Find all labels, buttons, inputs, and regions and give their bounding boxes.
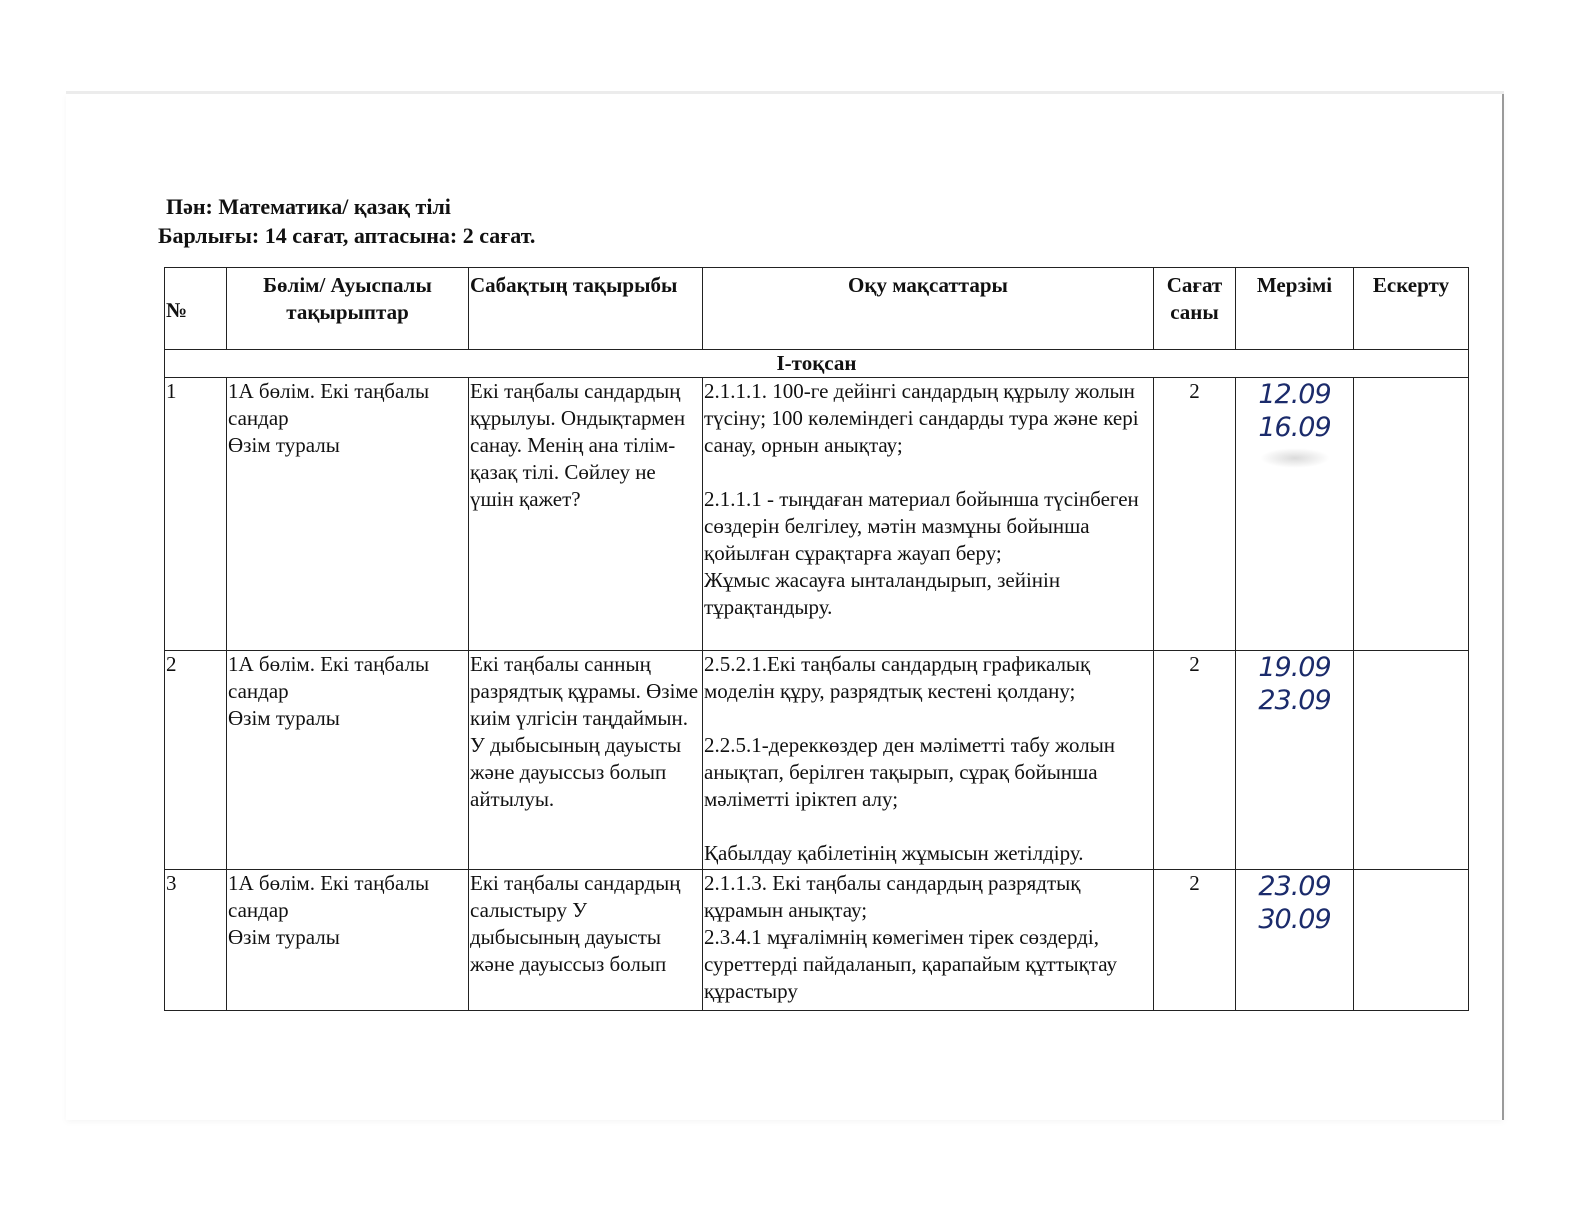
row-topic: Екі таңбалы сандардың салыстыру У дыбысының дауысты және дауыссыз болып	[469, 870, 703, 1011]
handwritten-date: 23.09	[1258, 685, 1331, 716]
section-title: 1А бөлім. Екі таңбалы сандар	[228, 652, 430, 703]
row-section	[227, 378, 469, 651]
row-hours: 2	[1154, 651, 1236, 870]
section-subtopic: Өзім туралы	[228, 925, 340, 949]
row-section	[227, 870, 469, 1011]
quarter-label: І-тоқсан	[165, 350, 1469, 378]
row-hours: 2	[1154, 378, 1236, 651]
goal-item: 2.5.2.1.Екі таңбалы сандардың графикалық моделін құру, разрядтық кестені қолдану;	[704, 652, 1091, 703]
section-subtopic: Өзім туралы	[228, 706, 340, 730]
col-note-header: Ескерту	[1354, 268, 1469, 350]
table-row	[165, 378, 1469, 651]
handwritten-date: 23.09	[1258, 871, 1331, 902]
document-header	[158, 192, 535, 250]
row-note	[1354, 651, 1469, 870]
goal-item: 2.3.4.1 мұғалімнің көмегімен тірек сөздерді, суреттерді пайдаланып, қарапайым құттықтау құрастыру	[704, 925, 1117, 1003]
row-hours: 2	[1154, 870, 1236, 1011]
row-num: 2	[165, 651, 227, 870]
quarter-row	[165, 350, 1469, 378]
table-row	[165, 651, 1469, 870]
goal-item: 2.1.1.1 - тыңдаған материал бойынша түсінбеген сөздерін белгілеу, мәтін мазмұны бойынша қойылған сұрақтарға жауап беру;	[704, 487, 1139, 565]
row-num: 1	[165, 378, 227, 651]
goal-item: 2.2.5.1-дереккөздер ден мәліметті табу жолын анықтап, берілген тақырып, сұрақ бойынша мәліметті іріктеп алу;	[704, 733, 1116, 811]
handwritten-date: 19.09	[1258, 652, 1331, 683]
scan-edge	[1502, 94, 1504, 1120]
goal-item: 2.1.1.3. Екі таңбалы сандардың разрядтық құрамын анықтау;	[704, 871, 1081, 922]
table-row	[165, 870, 1469, 1011]
col-date-header: Мерзімі	[1236, 268, 1354, 350]
row-note	[1354, 378, 1469, 651]
section-title: 1А бөлім. Екі таңбалы сандар	[228, 871, 430, 922]
col-num-header: №	[165, 268, 227, 350]
smudge	[1260, 448, 1330, 468]
total-hours-line: Барлығы: 14 сағат, аптасына: 2 сағат.	[158, 223, 536, 248]
row-dates	[1236, 870, 1354, 1011]
row-dates	[1236, 651, 1354, 870]
goal-item: 2.1.1.1. 100-ге дейінгі сандардың құрылу жолын түсіну; 100 көлеміндегі сандарды тура және кері санау, орнын анықтау;	[704, 379, 1139, 457]
row-topic: Екі таңбалы сандардың құрылуы. Ондықтармен санау. Менің ана тілім-қазақ тілі. Сөйлеу не үшін қажет?	[469, 378, 703, 651]
col-topic-header: Сабақтың тақырыбы	[469, 268, 703, 350]
row-note	[1354, 870, 1469, 1011]
row-topic: Екі таңбалы санның разрядтық құрамы. Өзіме киім үлгісін таңдаймын. У дыбысының дауысты және дауыссыз болып айтылуы.	[469, 651, 703, 870]
goal-item: Жұмыс жасауға ынталандырып, зейінін тұрақтандыру.	[704, 568, 1061, 619]
row-goals	[703, 651, 1154, 870]
lesson-plan-table	[164, 267, 1469, 1011]
row-dates	[1236, 378, 1354, 651]
goal-item: Қабылдау қабілетінің жұмысын жетілдіру.	[704, 841, 1084, 865]
row-section	[227, 651, 469, 870]
section-title: 1А бөлім. Екі таңбалы сандар	[228, 379, 430, 430]
col-goals-header: Оқу мақсаттары	[703, 268, 1154, 350]
row-goals	[703, 870, 1154, 1011]
row-num: 3	[165, 870, 227, 1011]
section-subtopic: Өзім туралы	[228, 433, 340, 457]
col-section-header: Бөлім/ Ауыспалы тақырыптар	[227, 268, 469, 350]
table-header-row	[165, 268, 1469, 350]
subject-line: Пән: Математика/ қазақ тілі	[166, 194, 451, 219]
handwritten-date: 12.09	[1258, 379, 1331, 410]
handwritten-date: 30.09	[1258, 904, 1331, 935]
handwritten-date: 16.09	[1258, 412, 1331, 443]
row-goals	[703, 378, 1154, 651]
col-hours-header: Сағат саны	[1154, 268, 1236, 350]
